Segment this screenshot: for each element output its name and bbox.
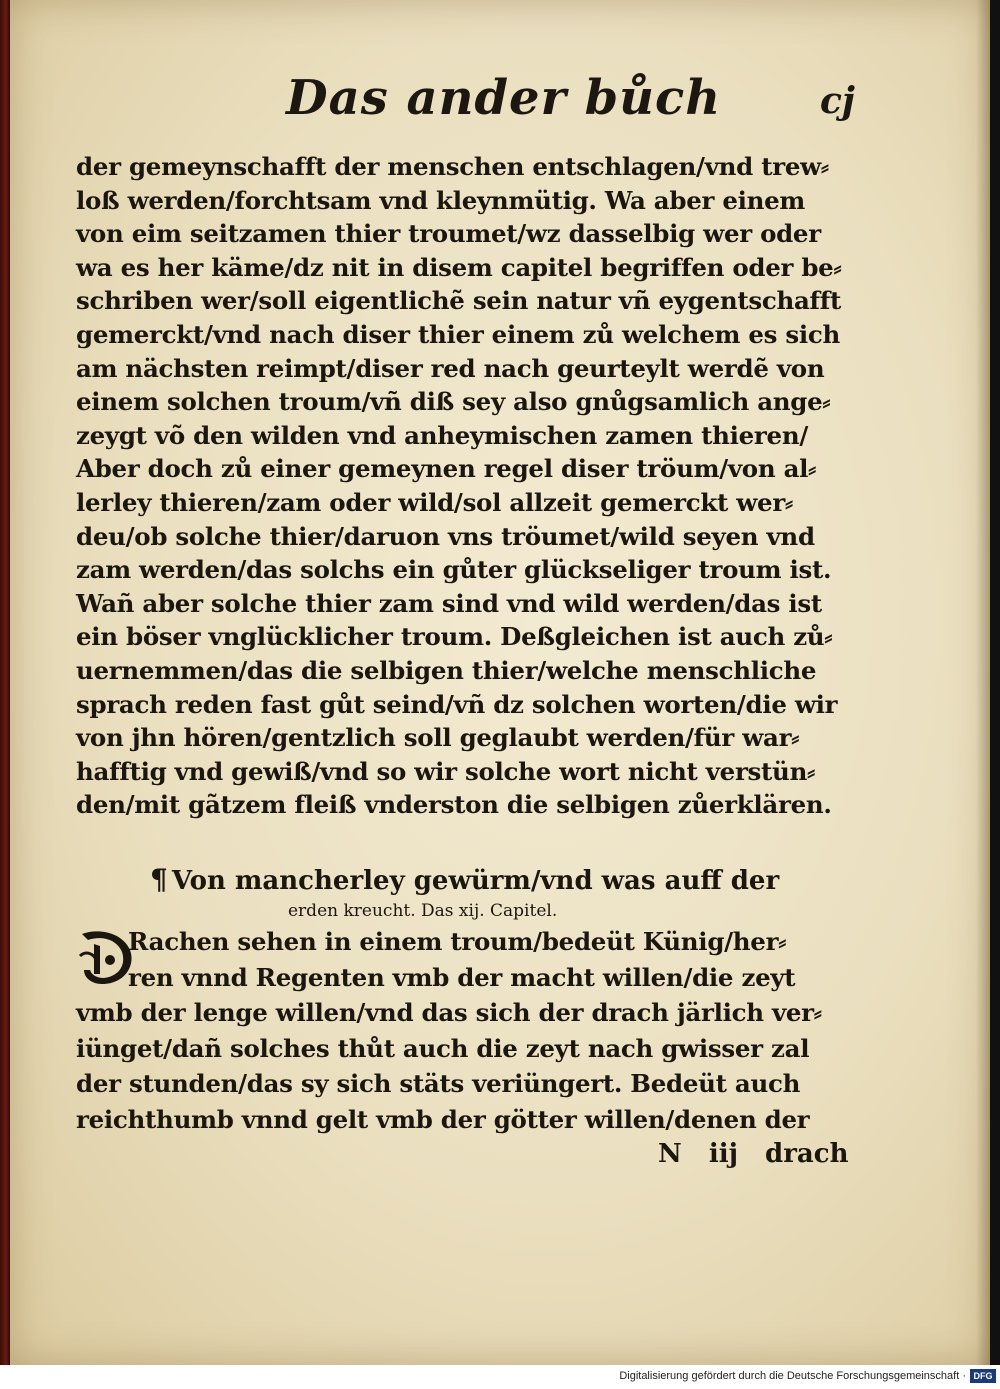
text-line: lerley thieren/zam oder wild/sol allzeit gemerckt wer⸗ (76, 487, 793, 517)
page-edge-shadow (976, 0, 990, 1365)
page-footer (658, 1136, 849, 1172)
digitization-footer (0, 1365, 1000, 1389)
text-line: zeygt võ den wilden vnd anheymischen zamen thieren/ (76, 420, 808, 450)
text-line: Aber doch zů einer gemeynen regel diser tröum/von al⸗ (76, 454, 817, 484)
text-line: iünget/dañ solches thůt auch die zeyt nach gwisser zal (76, 1033, 810, 1063)
running-header (10, 70, 990, 140)
text-line: hafftig vnd gewiß/vnd so wir solche wort nicht verstün⸗ (76, 756, 815, 786)
text-line: ren vnnd Regenten vmb der macht willen/die zeyt (128, 962, 796, 992)
catchword: drach (765, 1139, 849, 1169)
text-line: wa es her käme/dz nit in disem capitel begriffen oder be⸗ (76, 252, 842, 282)
pilcrow-icon: ¶ (150, 863, 168, 896)
text-line: Wañ aber solche thier zam sind vnd wild werden/das ist (76, 588, 822, 618)
chapter-heading (150, 862, 850, 924)
text-line: uernemmen/das die selbigen thier/welche menschliche (76, 655, 817, 685)
folio-number: cj (820, 80, 855, 122)
dfg-logo-icon: DFG (970, 1369, 996, 1383)
text-line: gemerckt/vnd nach diser thier einem zů welchem es sich (76, 319, 840, 349)
text-line: schriben wer/soll eigentlichẽ sein natur vñ eygentschafft (76, 286, 842, 316)
text-line: der stunden/das sy sich stäts veriüngert. Bedeüt auch (76, 1069, 801, 1098)
decorated-initial-d-icon (76, 926, 138, 988)
text-line: am nächsten reimpt/diser red nach geurteylt werdẽ von (76, 353, 825, 383)
text-line: einem solchen troum/vñ diß sey also gnůgsamlich ange⸗ (76, 387, 831, 417)
chapter-text-block (76, 924, 876, 1137)
text-line: deu/ob solche thier/daruon vns tröumet/wild seyen vnd (76, 521, 815, 551)
chapter-heading-line (150, 862, 850, 898)
text-line: ein böser vnglücklicher troum. Deßgleichen ist auch zů⸗ (76, 622, 833, 652)
text-line: zam werden/das solchs ein gůter glückseliger troum ist. (76, 555, 832, 585)
text-line: reichthumb vnnd gelt vmb der götter willen/denen der (76, 1104, 810, 1134)
text-line: vmb der lenge willen/vnd das sich der drach järlich ver⸗ (76, 998, 822, 1027)
signature-mark: N iij (658, 1139, 738, 1169)
text-line: der gemeynschafft der menschen entschlagen/vnd trew⸗ (76, 152, 829, 181)
running-title: Das ander bůch (286, 70, 722, 126)
book-spine (0, 0, 10, 1389)
text-line: den/mit gãtzem fleiß vnderston die selbigen zůerklären. (76, 790, 832, 820)
text-line: von jhn hören/gentzlich soll geglaubt werden/für war⸗ (76, 723, 800, 753)
text-line: von eim seitzamen thier troumet/wz dasselbig wer oder (76, 219, 821, 249)
text-line: sprach reden fast gůt seind/vñ dz solchen worten/die wir (76, 689, 838, 719)
book-page (10, 0, 990, 1365)
chapter-heading-text: Von mancherley gewürm/vnd was auff der (171, 866, 780, 896)
chapter-number-line: erden kreucht. Das xij. Capitel. (288, 901, 558, 921)
text-line: Rachen sehen in einem troum/bedeüt Künig/her⸗ (128, 927, 787, 956)
digitization-note: Digitalisierung gefördert durch die Deutsche Forschungsgemeinschaft · (619, 1370, 966, 1382)
text-line: loß werden/forchtsam vnd kleynmütig. Wa aber einem (76, 185, 806, 215)
main-text-block (76, 150, 876, 822)
